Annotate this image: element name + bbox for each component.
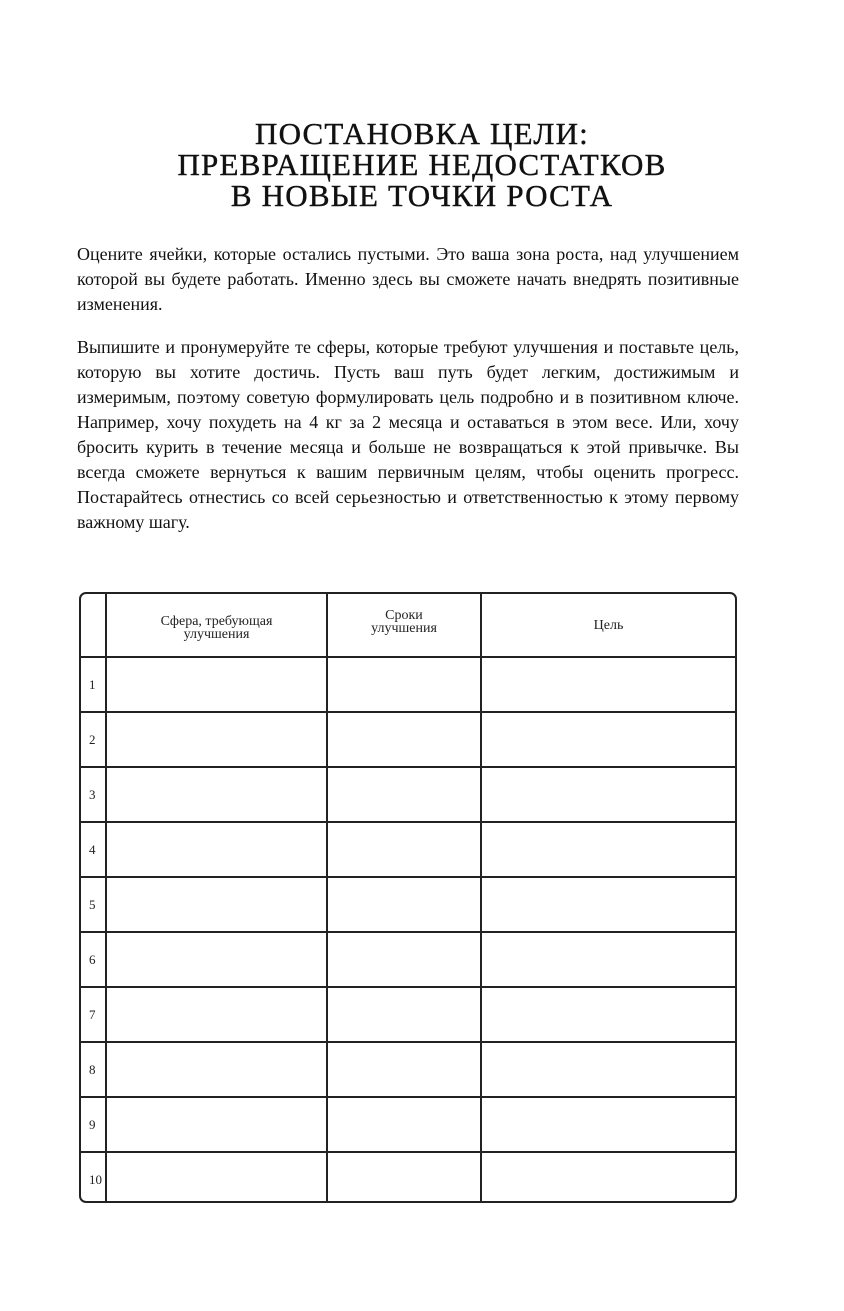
goal-cell[interactable] bbox=[481, 1152, 735, 1203]
header-number bbox=[81, 594, 106, 657]
row-number: 10 bbox=[81, 1152, 106, 1203]
table-row bbox=[81, 987, 735, 1042]
deadline-cell[interactable] bbox=[327, 1152, 481, 1203]
deadline-cell[interactable] bbox=[327, 657, 481, 712]
header-deadline-line-2: улучшения bbox=[371, 621, 437, 636]
deadline-cell[interactable] bbox=[327, 822, 481, 877]
sphere-cell[interactable] bbox=[106, 932, 327, 987]
sphere-cell[interactable] bbox=[106, 1042, 327, 1097]
table-row bbox=[81, 1042, 735, 1097]
goal-cell[interactable] bbox=[481, 712, 735, 767]
title-line-3: В НОВЫЕ ТОЧКИ РОСТА bbox=[230, 178, 614, 213]
goal-cell[interactable] bbox=[481, 1097, 735, 1152]
instructions-paragraph: Выпишите и пронумеруйте те сферы, которые требуют улучшения и поставьте цель, которую вы хотите достичь. Пусть ваш путь будет легким, достижимым и измеримым, поэтому советую формулировать цель подробно и в позитивном ключе. Например, хочу похудеть на 4 кг за 2 месяца и оставаться в этом весе. Или, хочу бросить курить в течение месяца и больше не возвращаться к этой привычке. Вы всегда сможете вернуться к вашим первичным целям, чтобы оценить прогресс. Постарайтесь отнестись со всей серьезностью и ответственностью к этому первому важному шагу. bbox=[77, 337, 739, 532]
header-deadline bbox=[327, 594, 481, 657]
header-sphere-line-2: улучшения bbox=[183, 627, 250, 642]
page-title bbox=[60, 118, 784, 211]
title-line-1: ПОСТАНОВКА ЦЕЛИ: bbox=[254, 116, 589, 151]
deadline-cell[interactable] bbox=[327, 932, 481, 987]
title-line-2: ПРЕВРАЩЕНИЕ НЕДОСТАТКОВ bbox=[177, 147, 667, 182]
row-number: 6 bbox=[81, 932, 106, 987]
goal-cell[interactable] bbox=[481, 1042, 735, 1097]
deadline-cell[interactable] bbox=[327, 877, 481, 932]
table-row bbox=[81, 712, 735, 767]
goal-cell[interactable] bbox=[481, 822, 735, 877]
goal-cell[interactable] bbox=[481, 932, 735, 987]
table-row bbox=[81, 767, 735, 822]
sphere-cell[interactable] bbox=[106, 1097, 327, 1152]
row-number: 9 bbox=[81, 1097, 106, 1152]
row-number: 7 bbox=[81, 987, 106, 1042]
deadline-cell[interactable] bbox=[327, 767, 481, 822]
table-row bbox=[81, 822, 735, 877]
sphere-cell[interactable] bbox=[106, 1152, 327, 1203]
deadline-cell[interactable] bbox=[327, 987, 481, 1042]
goal-cell[interactable] bbox=[481, 877, 735, 932]
header-deadline-line-1: Сроки bbox=[385, 608, 423, 623]
sphere-cell[interactable] bbox=[106, 987, 327, 1042]
row-number: 1 bbox=[81, 657, 106, 712]
row-number: 3 bbox=[81, 767, 106, 822]
deadline-cell[interactable] bbox=[327, 1097, 481, 1152]
sphere-cell[interactable] bbox=[106, 712, 327, 767]
sphere-cell[interactable] bbox=[106, 657, 327, 712]
sphere-cell[interactable] bbox=[106, 822, 327, 877]
header-goal: Цель bbox=[481, 594, 735, 657]
table-row bbox=[81, 932, 735, 987]
goals-table bbox=[79, 592, 737, 1203]
table-row bbox=[81, 657, 735, 712]
header-sphere bbox=[106, 594, 327, 657]
deadline-cell[interactable] bbox=[327, 1042, 481, 1097]
intro-paragraph: Оцените ячейки, которые остались пустыми. Это ваша зона роста, над улучшением которой вы будете работать. Именно здесь вы сможете начать внедрять позитивные изменения. bbox=[77, 244, 739, 314]
deadline-cell[interactable] bbox=[327, 712, 481, 767]
table-row bbox=[81, 877, 735, 932]
sphere-cell[interactable] bbox=[106, 767, 327, 822]
table-row bbox=[81, 1152, 735, 1203]
row-number: 2 bbox=[81, 712, 106, 767]
sphere-cell[interactable] bbox=[106, 877, 327, 932]
row-number: 5 bbox=[81, 877, 106, 932]
goal-cell[interactable] bbox=[481, 767, 735, 822]
header-sphere-line-1: Сфера, требующая bbox=[160, 614, 273, 629]
row-number: 8 bbox=[81, 1042, 106, 1097]
table-header-row bbox=[81, 594, 735, 657]
row-number: 4 bbox=[81, 822, 106, 877]
goal-cell[interactable] bbox=[481, 987, 735, 1042]
goal-cell[interactable] bbox=[481, 657, 735, 712]
table-row bbox=[81, 1097, 735, 1152]
